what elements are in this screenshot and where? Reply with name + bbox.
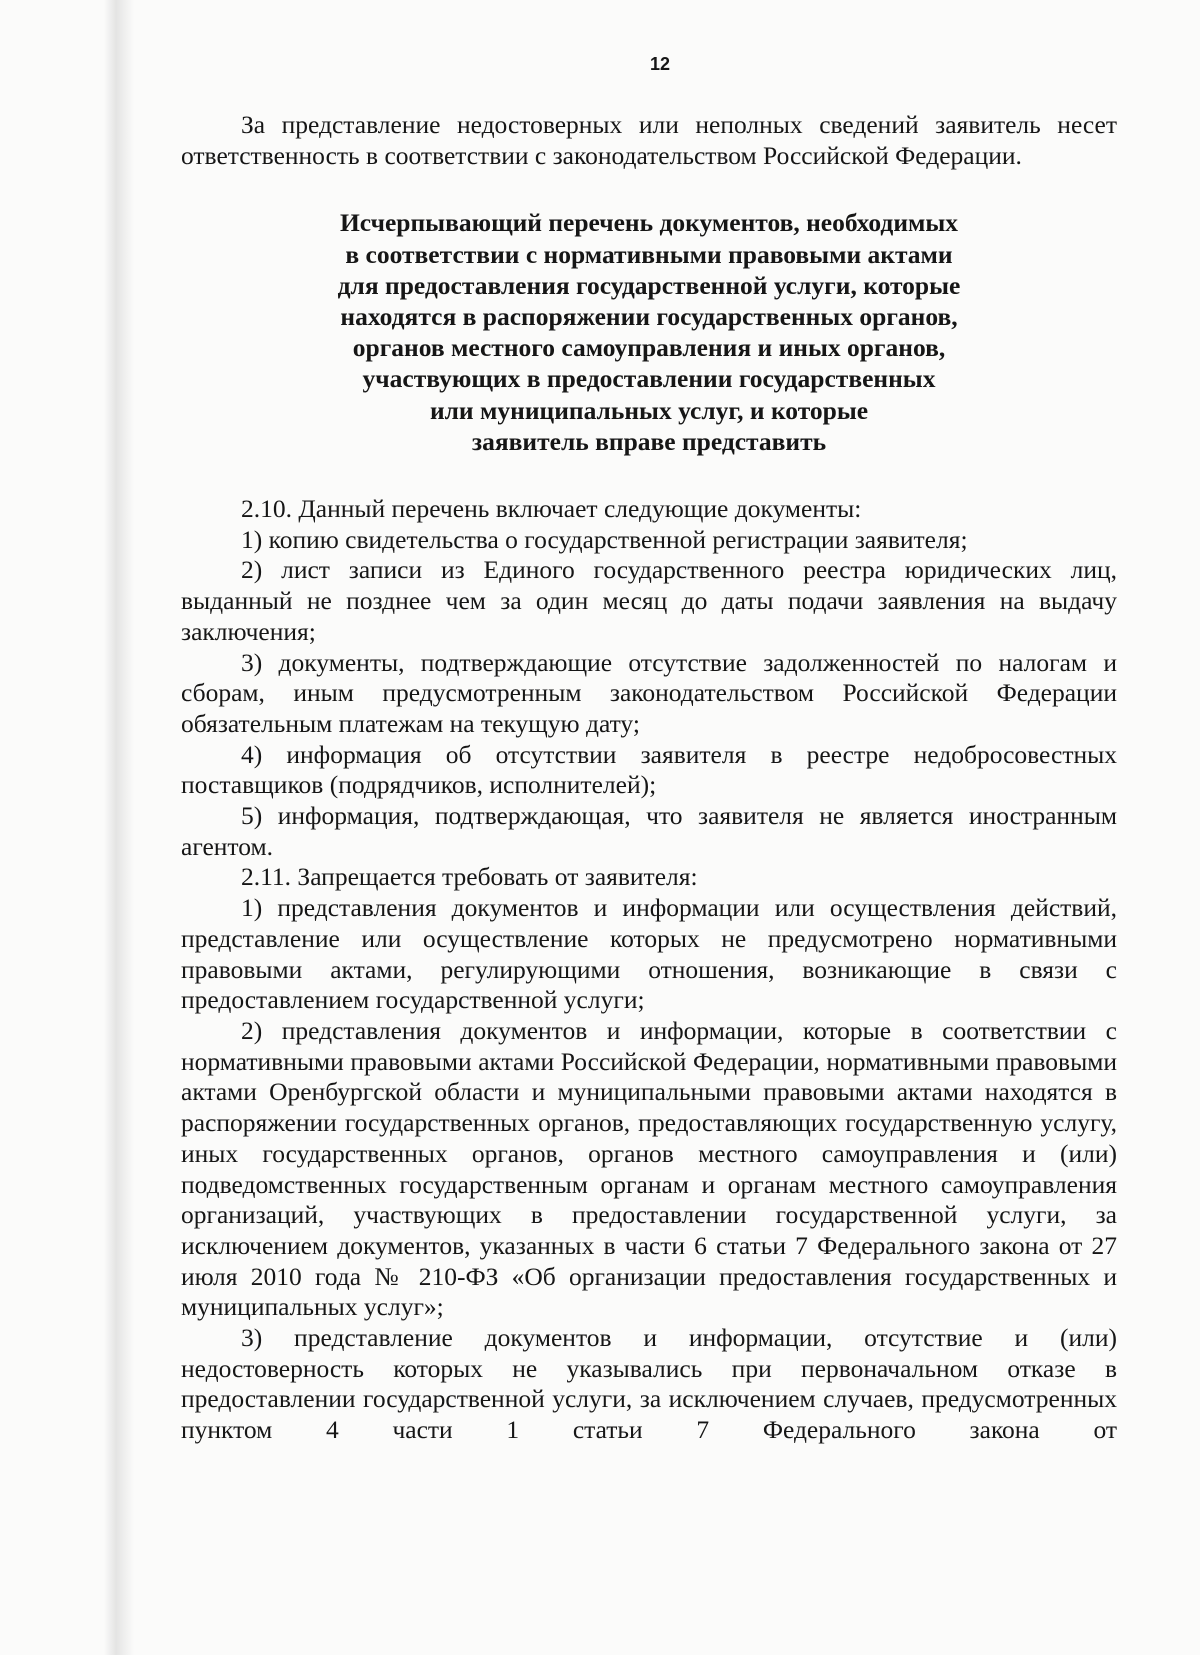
section-title-line: или муниципальных услуг, и которые: [429, 395, 869, 425]
list-item: 4) информация об отсутствии заявителя в реестре недобросовестных поставщиков (подрядчиков, исполнителей);: [181, 739, 1117, 800]
page-number: 12: [649, 54, 671, 74]
list-item: 5) информация, подтверждающая, что заявителя не является иностранным агентом.: [181, 801, 1117, 861]
section-title-line: заявитель вправе представить: [471, 426, 827, 456]
paragraph-2-10: 2.10. Данный перечень включает следующие документы:: [241, 494, 862, 524]
paragraph-2-11: 2.11. Запрещается требовать от заявителя:: [241, 862, 698, 892]
section-title-line: для предоставления государственной услуги, которые: [337, 270, 961, 300]
list-item: 3) представление документов и информации, отсутствие и (или) недостоверность которых не указывались при первоначальном отказе в предоставлении государственной услуги, за исключением случаев, предусмотренных пунктом 4 части 1 статьи 7 Федерального закона от: [181, 1323, 1117, 1445]
scan-shadow: [104, 0, 134, 1655]
section-title-line: участвующих в предоставлении государственных: [362, 364, 936, 394]
section-title-line: находятся в распоряжении государственных органов,: [340, 302, 958, 332]
list-item: 1) представления документов и информации или осуществления действий, представление или осуществление которых не предусмотрено нормативными правовыми актами, регулирующими отношения, возникающие в связи с предоставлением государственной услуги;: [181, 893, 1117, 1015]
list-item: 3) документы, подтверждающие отсутствие задолженностей по налогам и сборам, иным предусмотренным законодательством Российской Федерации обязательным платежам на текущую дату;: [181, 647, 1117, 738]
section-title: [181, 207, 1117, 457]
list-item: 1) копию свидетельства о государственной регистрации заявителя;: [241, 524, 968, 554]
section-title-line: в соответствии с нормативными правовыми актами: [345, 239, 953, 269]
document-body: [181, 110, 1117, 1446]
list-item: 2) представления документов и информации, которые в соответствии с нормативными правовыми актами Российской Федерации, нормативными правовыми актами Оренбургской области и муниципальными правовыми актами находятся в распоряжении государственных органов, предоставляющих государственную услугу, иных государственных органов, органов местного самоуправления и (или) подведомственных государственным органам и органам местного самоуправления организаций, участвующих в предоставлении государственной услуги, за исключением документов, указанных в части 6 статьи 7 Федерального закона от 27 июля 2010 года № 210-ФЗ «Об организации предоставления государственных и муниципальных услуг»;: [181, 1015, 1117, 1322]
section-title-line: Исчерпывающий перечень документов, необходимых: [339, 208, 959, 238]
intro-paragraph: За представление недостоверных или неполных сведений заявитель несет ответственность в соответствии с законодательством Российской Федерации.: [181, 110, 1117, 170]
list-item: 2) лист записи из Единого государственного реестра юридических лиц, выданный не позднее чем за один месяц до даты подачи заявления на выдачу заключения;: [181, 555, 1117, 646]
section-title-line: органов местного самоуправления и иных органов,: [352, 333, 946, 363]
